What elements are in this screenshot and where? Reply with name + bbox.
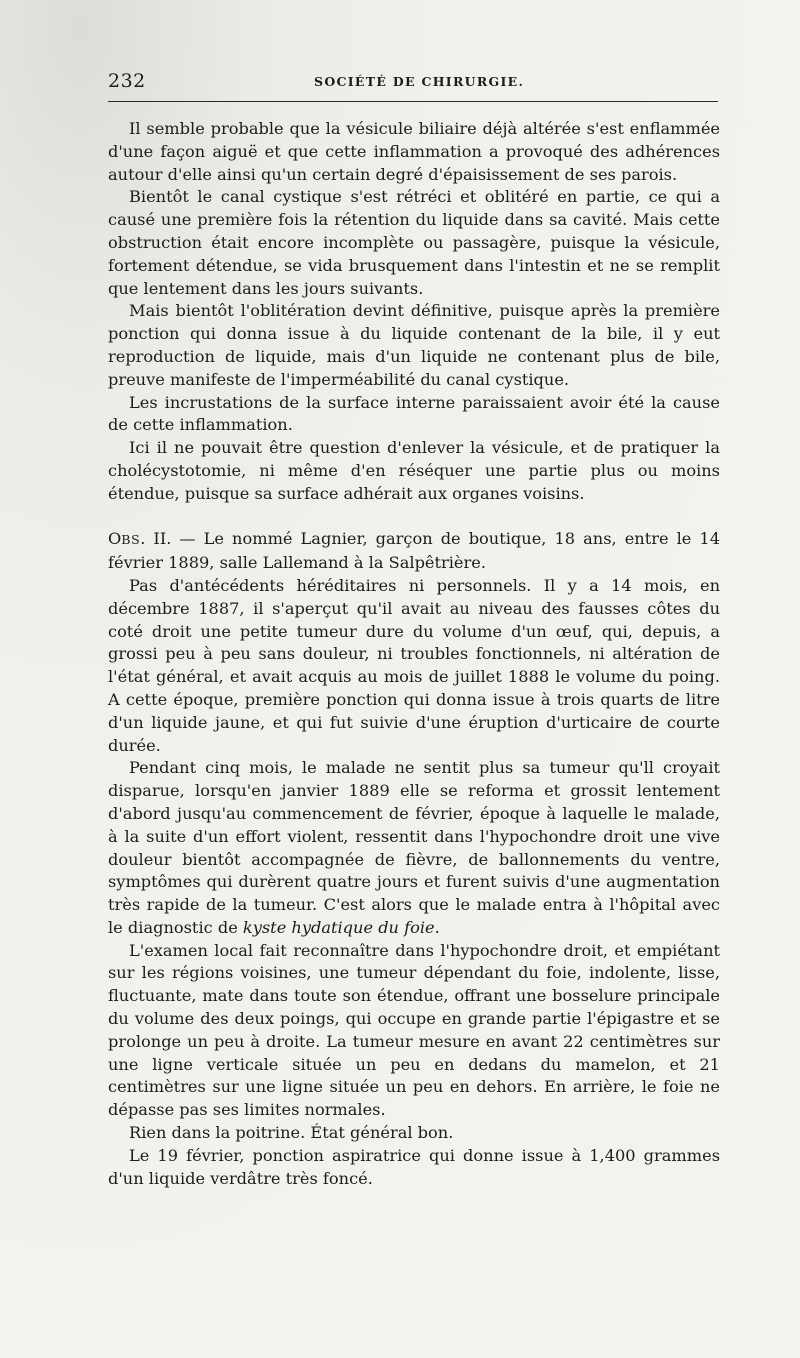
paragraph: Rien dans la poitrine. État général bon. <box>129 1123 454 1143</box>
body-text <box>108 118 720 1190</box>
observation-label-smallcaps: BS <box>121 532 141 548</box>
paragraph-diagnostic <box>108 757 720 939</box>
page-header <box>108 70 718 96</box>
paragraph: Ici il ne pouvait être question d'enlever la vésicule, et de pratiquer la cholécystotomie, ni même d'en réséquer une partie plus ou moins étendue, puisque sa surface adhérait aux organes voisins. <box>108 438 720 503</box>
running-title: SOCIÉTÉ DE CHIRURGIE. <box>314 74 525 89</box>
paragraph: L'examen local fait reconnaître dans l'hypochondre droit, et empiétant sur les régions voisines, une tumeur dépendant du foie, indolente, lisse, fluctuante, mate dans toute son étendue, offrant une bosselure principale du volume des deux poings, qui occupe en grande partie l'épigastre et se prolonge un peu à droite. La tumeur mesure en avant 22 centimètres sur une ligne verticale située un peu en dedans du mamelon, et 21 centimètres sur une ligne située un peu en dehors. En arrière, le foie ne dépasse pas ses limites normales. <box>108 940 720 1120</box>
diagnostic-end: . <box>434 917 440 937</box>
paragraph: Il semble probable que la vésicule biliaire déjà altérée s'est enflammée d'une façon aiguë et que cette inflammation a provoqué des adhérences autour d'elle ainsi qu'un certain degré d'épaisissement de ses parois. <box>108 119 720 184</box>
observation-label <box>108 529 171 548</box>
page-number: 232 <box>108 70 146 92</box>
paragraph: Le 19 février, ponction aspiratrice qui donne issue à 1,400 grammes d'un liquide verdâtre très foncé. <box>108 1145 720 1188</box>
observation-heading-paragraph <box>108 528 720 575</box>
observation-number: . II. <box>140 529 172 549</box>
observation-label-initial: O <box>108 529 122 549</box>
paragraph: Pas d'antécédents héréditaires ni personnels. Il y a 14 mois, en décembre 1887, il s'aperçut qu'il avait au niveau des fausses côtes du coté droit une petite tumeur dure du volume d'un œuf, qui, depuis, a grossi peu à peu sans douleur, ni troubles fonctionnels, ni altération de l'état général, et avait acquis au mois de juillet 1888 le volume du poing. A cette époque, première ponction qui donna issue à trois quarts de litre d'un liquide jaune, et qui fut suivie d'une éruption d'urticaire de courte durée. <box>108 575 720 755</box>
diagnostic-italic: kyste hydatique du foie <box>242 917 435 937</box>
header-rule <box>108 101 718 102</box>
paragraph: Bientôt le canal cystique s'est rétréci et oblitéré en partie, ce qui a causé une première fois la rétention du liquide dans sa cavité. Mais cette obstruction était encore incomplète ou passagère, puisque la vésicule, fortement détendue, se vida brusquement dans l'intestin et ne se remplit que lentement dans les jours suivants. <box>108 187 720 298</box>
paragraph: Mais bientôt l'oblitération devint définitive, puisque après la première ponction qui donna issue à du liquide contenant de la bile, il y eut reproduction de liquide, mais d'un liquide ne contenant plus de bile, preuve manifeste de l'imperméabilité du canal cystique. <box>108 301 720 389</box>
paragraph: Les incrustations de la surface interne paraissaient avoir été la cause de cette inflammation. <box>108 392 720 435</box>
diagnostic-text: Pendant cinq mois, le malade ne sentit plus sa tumeur qu'll croyait disparue, lorsqu'en janvier 1889 elle se reforma et grossit lentement d'abord jusqu'au commencement de février, époque à laquelle le malade, à la suite d'un effort violent, ressentit dans l'hypochondre droit une vive douleur bientôt accompagnée de fièvre, de ballonnements du ventre, symptômes qui durèrent quatre jours et furent suivis d'une augmentation très rapide de la tumeur. C'est alors que le malade entra à l'hôpital avec le diagnostic de <box>108 758 720 937</box>
observation-intro: — Le nommé Lagnier, garçon de boutique, 18 ans, entre le 14 février 1889, salle Lallemand à la Salpêtrière. <box>108 529 720 573</box>
